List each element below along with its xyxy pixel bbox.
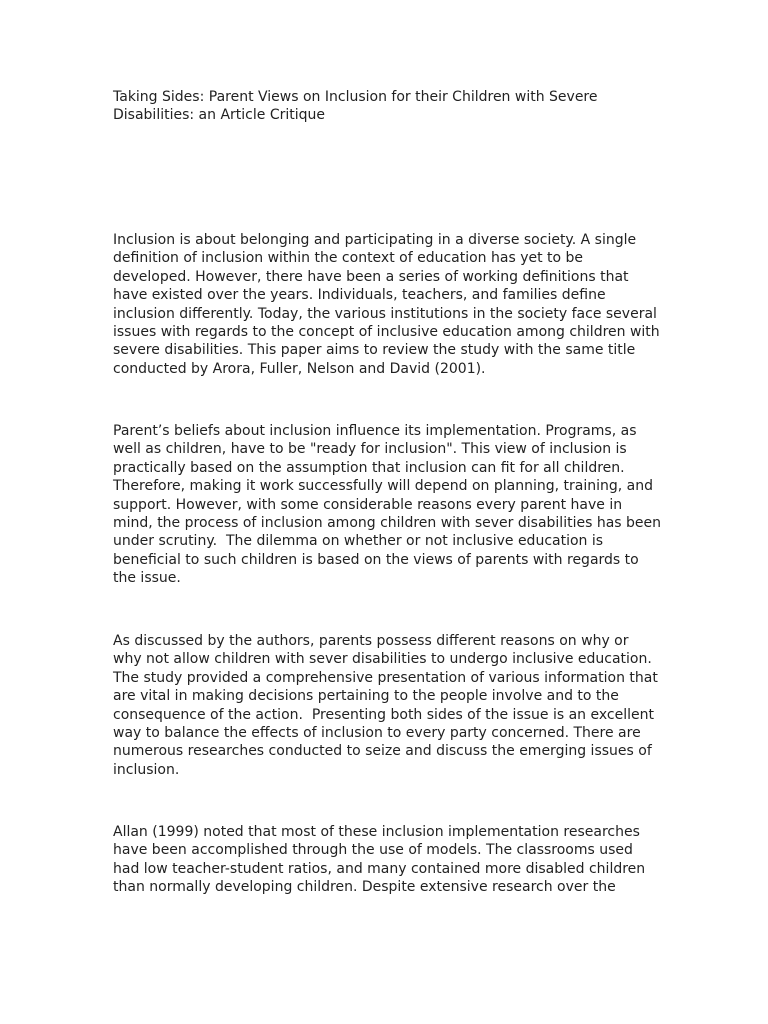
text-line: practically based on the assumption that inclusion can fit for all children.: [113, 459, 625, 476]
text-line: had low teacher-student ratios, and many contained more disabled children: [113, 860, 646, 877]
text-line: under scrutiny. The dilemma on whether or not inclusive education is: [113, 533, 604, 550]
text-line: issues with regards to the concept of inclusive education among children with: [113, 324, 660, 341]
title-line: Disabilities: an Article Critique: [113, 107, 325, 124]
text-line: conducted by Arora, Fuller, Nelson and David (2001).: [113, 360, 486, 377]
document-title: [113, 88, 673, 125]
text-line: have existed over the years. Individuals, teachers, and families define: [113, 287, 606, 304]
text-line: Parent’s beliefs about inclusion influence its implementation. Programs, as: [113, 423, 637, 439]
text-line: numerous researches conducted to seize and discuss the emerging issues of: [113, 743, 652, 760]
text-line: support. However, with some considerable reasons every parent have in: [113, 496, 623, 513]
paragraph-2: [113, 422, 661, 588]
text-line: definition of inclusion within the context of education has yet to be: [113, 250, 584, 267]
text-line: inclusion.: [113, 761, 180, 778]
text-line: severe disabilities. This paper aims to review the study with the same title: [113, 342, 636, 359]
text-line: way to balance the effects of inclusion to every party concerned. There are: [113, 725, 641, 742]
text-line: As discussed by the authors, parents possess different reasons on why or: [113, 633, 629, 649]
text-line: well as children, have to be "ready for inclusion". This view of inclusion is: [113, 441, 627, 458]
text-line: why not allow children with sever disabilities to undergo inclusive education.: [113, 651, 652, 668]
text-line: inclusion differently. Today, the various institutions in the society face several: [113, 305, 657, 322]
text-line: have been accomplished through the use of models. The classrooms used: [113, 842, 633, 859]
paragraph-1: [113, 231, 660, 378]
text-line: beneficial to such children is based on the views of parents with regards to: [113, 551, 639, 568]
text-line: consequence of the action. Presenting both sides of the issue is an excellent: [113, 706, 654, 723]
title-line: Taking Sides: Parent Views on Inclusion for their Children with Severe: [113, 89, 598, 105]
text-line: Inclusion is about belonging and participating in a diverse society. A single: [113, 232, 637, 248]
text-line: Allan (1999) noted that most of these inclusion implementation researches: [113, 824, 640, 840]
text-line: are vital in making decisions pertaining to the people involve and to the: [113, 688, 619, 705]
text-line: Therefore, making it work successfully will depend on planning, training, and: [113, 478, 654, 495]
paragraph-4: [113, 823, 645, 897]
text-line: the issue.: [113, 570, 181, 587]
text-line: than normally developing children. Despite extensive research over the: [113, 879, 616, 896]
text-line: mind, the process of inclusion among children with sever disabilities has been: [113, 515, 662, 532]
document-body: [113, 88, 673, 896]
text-line: developed. However, there have been a series of working definitions that: [113, 268, 629, 285]
text-line: The study provided a comprehensive presentation of various information that: [113, 669, 658, 686]
paragraph-3: [113, 632, 658, 779]
